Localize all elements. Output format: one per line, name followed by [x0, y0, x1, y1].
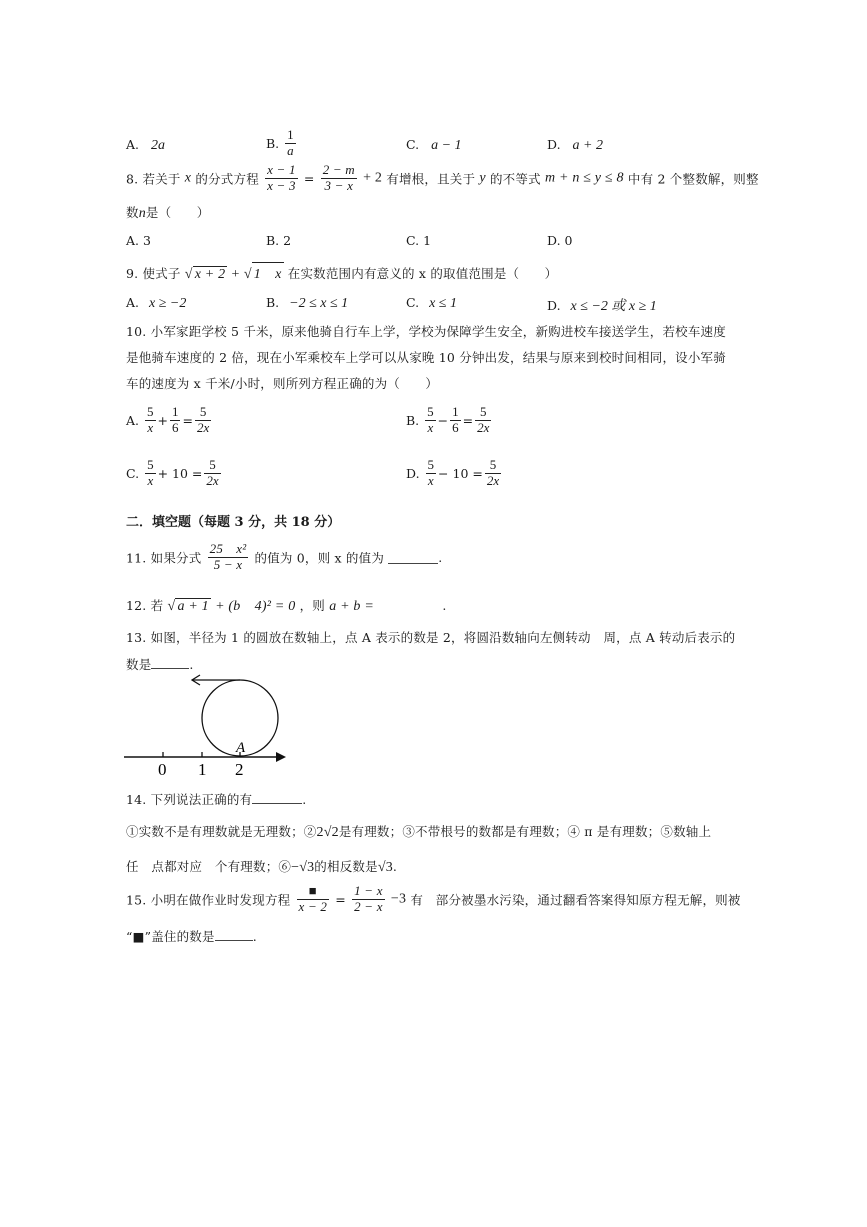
q8-option-c: C. 1: [406, 233, 432, 248]
q15-stem: [126, 884, 741, 915]
op: −: [437, 412, 449, 428]
denominator: x: [147, 419, 154, 435]
option-label: A.: [126, 412, 140, 428]
q13-line2: [126, 655, 194, 673]
radicand: x + 2: [194, 267, 226, 282]
term: + 2: [363, 170, 383, 186]
text: 任 点都对应 个有理数；⑥: [126, 859, 292, 874]
option-label: A.: [126, 137, 140, 152]
fraction: [145, 458, 156, 489]
q12-stem: [126, 595, 447, 615]
q14-line3: [126, 857, 397, 876]
fraction: [204, 458, 220, 489]
option-value: x ≥ −2: [149, 296, 187, 311]
numerator: 1: [287, 127, 294, 142]
denominator: x: [427, 472, 434, 488]
q11-stem: [126, 542, 442, 573]
radicand: 1 x: [252, 262, 284, 283]
op: − 10 =: [438, 465, 483, 481]
text: 的不等式: [489, 171, 541, 187]
q8-option-b: B. 2: [266, 233, 292, 248]
denominator: 2x: [486, 472, 500, 488]
fraction: [425, 405, 436, 436]
denominator: 6: [452, 419, 459, 435]
denominator: x: [147, 472, 154, 488]
text: .: [392, 859, 398, 874]
text: .: [252, 929, 257, 944]
sqrt: √ x + 2: [184, 267, 226, 282]
q8-option-a: A. 3: [126, 233, 151, 248]
denominator: x − 3: [267, 177, 296, 193]
denominator: 6: [171, 419, 179, 435]
answer-blank[interactable]: [215, 928, 253, 941]
option-value: a + 2: [572, 138, 603, 153]
fraction-rhs: [352, 884, 385, 915]
q8-stem-line2: [126, 203, 209, 222]
answer-blank[interactable]: [252, 791, 302, 804]
text: 在实数范围内有意义的 x 的取值范围是（ ）: [287, 266, 558, 281]
axis-arrow: [276, 752, 286, 762]
text: ①实数不是有理数就是无理数；②: [126, 824, 317, 839]
q13-line1: 13. 如图，半径为 1 的圆放在数轴上，点 A 表示的数是 2，将圆沿数轴向左侧转动 周，点 A 转动后表示的: [126, 630, 736, 645]
option-value: 2a: [151, 138, 165, 153]
denominator: 5 − x: [213, 556, 243, 572]
q9-option-b: [266, 295, 348, 312]
text: 是（ ）: [145, 205, 210, 220]
option-value: −2 ≤ x ≤ 1: [289, 296, 349, 311]
text: 14. 下列说法正确的有: [126, 792, 253, 807]
text: 8. 若关于: [126, 171, 181, 187]
expression: −√3: [291, 860, 315, 875]
term: −3: [390, 891, 407, 907]
expression: + (b 4)² = 0: [215, 599, 296, 614]
text: 11. 如果分式: [126, 550, 202, 566]
text: ，则: [299, 598, 325, 613]
q10-line3: 车的速度为 x 千米/小时，则所列方程正确的为（ ）: [126, 376, 439, 391]
option-label: C.: [406, 295, 420, 310]
fraction: [145, 405, 156, 436]
ink-blot: ■: [297, 884, 330, 900]
expression: √3: [377, 860, 393, 875]
numerator: x − 1: [267, 162, 296, 177]
point-a-label: A: [236, 740, 246, 756]
fraction: [285, 128, 296, 159]
text: 数: [126, 205, 139, 220]
q8-option-d: D. 0: [547, 233, 573, 248]
radicand: a + 1: [177, 599, 209, 614]
option-label: A.: [126, 295, 140, 310]
fraction: [475, 405, 491, 436]
numerator: 2 − m: [322, 162, 355, 177]
fraction: [170, 405, 181, 436]
numerator: 5: [195, 405, 211, 421]
denominator: 2 − x: [354, 898, 383, 914]
option-value: x ≤ −2 或 x ≥ 1: [570, 299, 657, 314]
q7-option-d: [547, 137, 603, 154]
answer-blank[interactable]: [378, 598, 438, 610]
option-label: D.: [547, 137, 561, 152]
text: 15. 小明在做作业时发现方程: [126, 892, 291, 908]
numerator: 25 x²: [209, 541, 247, 556]
fraction-lhs: [265, 163, 298, 194]
expression: a + b =: [329, 599, 374, 614]
q9-option-d: [547, 295, 657, 315]
q7-option-c: [406, 137, 462, 154]
denominator: a: [287, 142, 294, 158]
text: 数是: [126, 657, 152, 672]
q7-option-b: [266, 128, 298, 159]
denominator: 2x: [206, 472, 219, 488]
text: “■”盖住的数是: [126, 929, 215, 944]
option-label: B.: [406, 412, 420, 428]
fraction-lhs: [297, 884, 330, 915]
fraction: [195, 405, 211, 436]
text: 12. 若: [126, 598, 164, 613]
q10-option-a: [126, 405, 213, 436]
fraction: [208, 542, 249, 573]
number-line-figure: [120, 672, 300, 780]
q10-line1: 10. 小军家距学校 5 千米，原来他骑自行车上学，学校为保障学生安全，新购进校车接送学生，若校车速度: [126, 324, 726, 339]
numerator: 1: [452, 404, 459, 419]
tick-label-2: 2: [235, 760, 244, 779]
q10-line2: 是他骑车速度的 2 倍，现在小军乘校车上学可以从家晚 10 分钟出发，结果与原来到校时间相同，设小军骑: [126, 350, 726, 365]
denominator: x − 2: [298, 898, 328, 914]
fraction: [450, 405, 461, 436]
q9-option-a: [126, 295, 186, 312]
option-label: D.: [406, 465, 420, 481]
text: .: [302, 792, 307, 807]
text: 是有理数；③不带根号的数都是有理数；④ π 是有理数；⑤数轴上: [338, 824, 712, 839]
fraction-rhs: [321, 163, 357, 194]
q8-stem: [126, 163, 759, 194]
option-value: a − 1: [431, 138, 462, 153]
denominator: x: [427, 419, 434, 435]
text: 9. 使式子: [126, 266, 181, 281]
text: 的分式方程: [195, 171, 259, 187]
q14-line1: [126, 790, 306, 808]
option-label: C.: [126, 465, 140, 481]
denominator: 2x: [477, 419, 490, 435]
numerator: 5: [475, 405, 491, 421]
plus: +: [231, 267, 240, 282]
q10-option-d: [406, 458, 503, 489]
fraction: [426, 458, 437, 489]
q10-option-c: [126, 458, 223, 489]
op: =: [462, 412, 474, 428]
sqrt: √ 1 x: [244, 262, 284, 283]
var: x: [184, 170, 192, 186]
var: y: [479, 170, 486, 186]
sqrt: √ a + 1: [167, 599, 209, 614]
fraction: [485, 458, 501, 489]
option-label: B.: [266, 135, 280, 151]
op: + 10 =: [157, 465, 203, 481]
text: .: [438, 549, 443, 565]
tick-label-1: 1: [198, 760, 207, 779]
op: =: [182, 412, 193, 428]
var: n: [138, 206, 146, 221]
numerator: 5: [147, 457, 154, 472]
text: .: [442, 598, 447, 613]
numerator: 1: [171, 404, 179, 419]
q15-line2: [126, 927, 257, 945]
q9-option-c: [406, 295, 457, 312]
numerator: 5: [204, 458, 220, 474]
q7-option-a: [126, 137, 165, 154]
text: 有增根，且关于: [386, 171, 476, 187]
equals: =: [303, 170, 315, 186]
option-value: x ≤ 1: [429, 296, 457, 311]
option-label: D.: [547, 298, 561, 313]
numerator: 5: [147, 404, 154, 419]
q14-line2: [126, 822, 711, 841]
answer-blank[interactable]: [151, 656, 189, 669]
text: 的值为 0，则 x 的值为: [254, 550, 385, 566]
text: 有 部分被墨水污染，通过翻看答案得知原方程无解，则被: [410, 892, 741, 908]
q10-option-b: [406, 405, 493, 436]
text: .: [189, 657, 194, 672]
denominator: 3 − x: [324, 177, 354, 193]
numerator: 5: [485, 458, 501, 474]
q9-stem: [126, 262, 557, 283]
text: 中有 2 个整数解，则整: [627, 171, 759, 187]
option-label: B.: [266, 295, 280, 310]
denominator: 2x: [196, 419, 210, 435]
inequality: m + n ≤ y ≤ 8: [544, 170, 624, 186]
op: +: [157, 412, 168, 428]
numerator: 5: [427, 404, 434, 419]
numerator: 5: [427, 457, 435, 472]
section-heading: 二．填空题（每题 3 分，共 18 分）: [126, 515, 341, 530]
numerator: 1 − x: [354, 883, 383, 898]
tick-label-0: 0: [158, 760, 167, 779]
answer-blank[interactable]: [388, 551, 438, 564]
option-label: C.: [406, 137, 420, 152]
equals: =: [335, 891, 346, 907]
expression: 2√2: [316, 825, 339, 840]
text: 的相反数是: [314, 859, 378, 874]
